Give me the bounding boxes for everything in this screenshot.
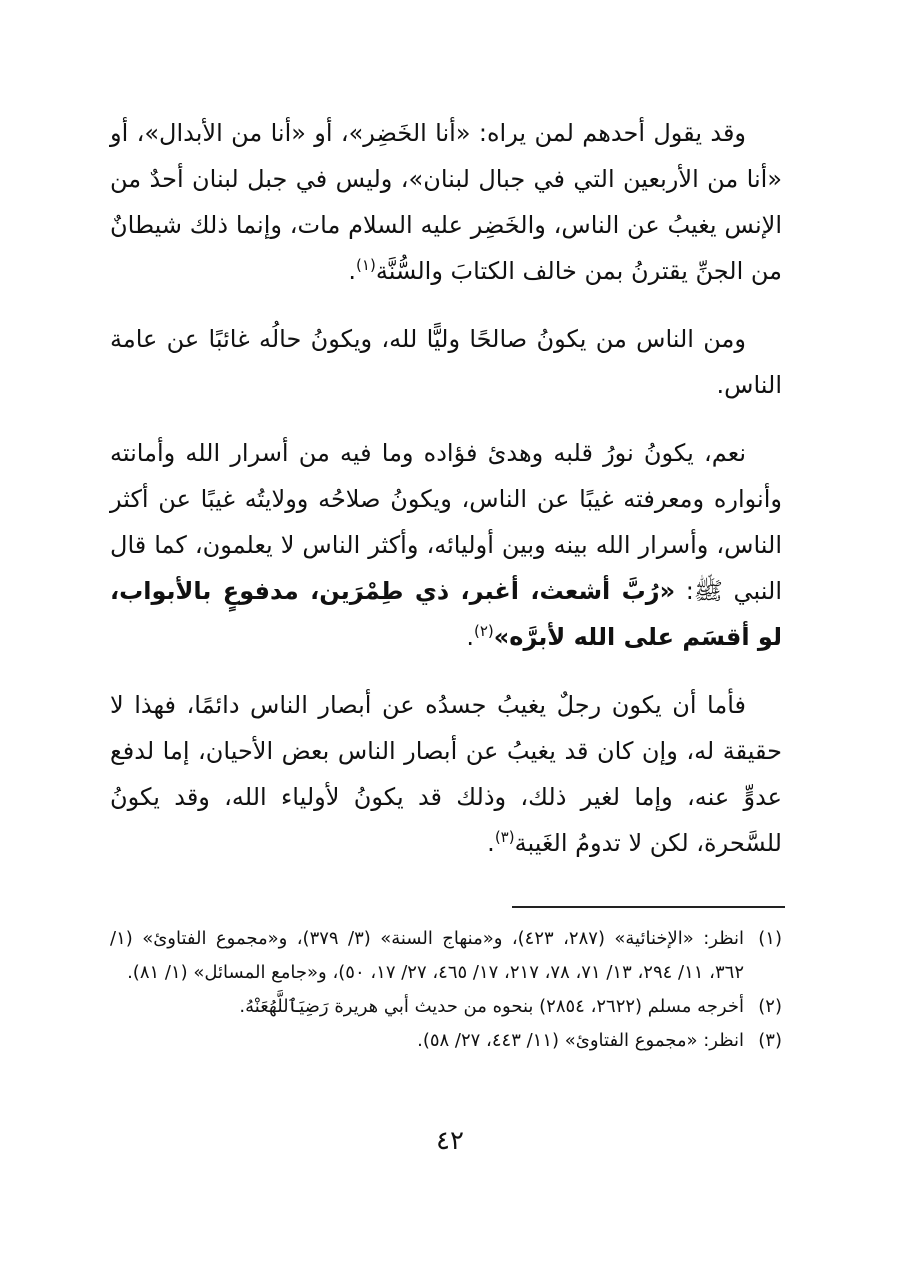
footnote-1-text: انظر: «الإخنائية» (٢٨٧، ٤٢٣)، و«منهاج السنة» (٣/ ٣٧٩)، و«مجموع الفتاوئ» (١/ ٣٦٢، ١١/ ٢٩٤، ١٣/ ٧١، ٧٨، ٢١٧، ١٧/ ٤٦٥، ٢٧/ ١٧، ٥٠)، و«جامع المسائل» (١/ ٨١). — [110, 928, 744, 983]
footnote-ref-1: (١) — [356, 256, 376, 274]
footnote-3-text: انظر: «مجموع الفتاوئ» (١١/ ٤٤٣، ٢٧/ ٥٨). — [417, 1030, 744, 1051]
footnotes — [110, 922, 782, 1058]
footnote-ref-3: (٣) — [494, 828, 515, 846]
footnote-1-number: (١) — [758, 928, 782, 949]
paragraph-1-text: وقد يقول أحدهم لمن يراه: «أنا الخَضِر»، أو «أنا من الأبدال»، أو «أنا من الأربعين التي في جبال لبنان»، وليس في جبل لبنان أحدٌ من الإنس يغيبُ عن الناس، والخَضِر عليه السلام مات، وإنما ذلك شيطانٌ من الجنِّ يقترنُ بمن خالف الكتابَ والسُّنَّة — [110, 119, 782, 285]
paragraph-3-text: نعم، يكونُ نورُ قلبه وهدئ فؤاده وما فيه من أسرار الله وأمانته وأنواره ومعرفته غيبًا عن الناس، ويكونُ صلاحُه وولايتُه غيبًا عن أكثر الناس، وأسرار الله بينه وبين أوليائه، وأكثر الناس لا يعلمون، كما قال النبي ﷺ: — [110, 439, 783, 605]
paragraph-3 — [110, 430, 782, 660]
paragraph-4 — [110, 682, 782, 866]
footnote-2-number: (٢) — [758, 996, 782, 1017]
main-text — [110, 110, 782, 888]
page-number: ٤٢ — [436, 1126, 464, 1156]
paragraph-2 — [110, 316, 782, 408]
footnote-2 — [110, 990, 782, 1024]
paragraph-4-text: فأما أن يكون رجلٌ يغيبُ جسدُه عن أبصار الناس دائمًا، فهذا لا حقيقة له، وإن كان قد يغيبُ عن أبصار الناس بعض الأحيان، إما لدفع عدوٍّ عنه، وإما لغير ذلك، وذلك قد يكونُ لأولياء الله، وقد يكونُ للسَّحرة، لكن لا تدومُ الغَيبة — [110, 691, 782, 857]
hadith-quote: «رُبَّ أشعث، أغبر، ذي طِمْرَين، مدفوعٍ بالأبواب، لو أقسَم على الله لأبرَّه» — [110, 577, 782, 651]
paragraph-1 — [110, 110, 782, 294]
footnote-ref-2: (٢) — [474, 622, 494, 640]
footnote-1 — [110, 922, 782, 990]
footnote-3-number: (٣) — [758, 1030, 782, 1051]
paragraph-2-text: ومن الناس من يكونُ صالحًا وليًّا لله، ويكونُ حالُه غائبًا عن عامة الناس. — [110, 325, 782, 399]
footnote-separator — [512, 906, 785, 908]
paragraph-3-end: . — [466, 623, 474, 651]
paragraph-1-end: . — [348, 257, 357, 285]
paragraph-4-end: . — [487, 829, 495, 857]
footnote-3 — [110, 1024, 782, 1058]
footnote-2-text: أخرجه مسلم (٢٦٢٢، ٢٨٥٤) بنحوه من حديث أبي هريرة رَضِيَٱللَّهُعَنْهُ. — [239, 996, 744, 1017]
